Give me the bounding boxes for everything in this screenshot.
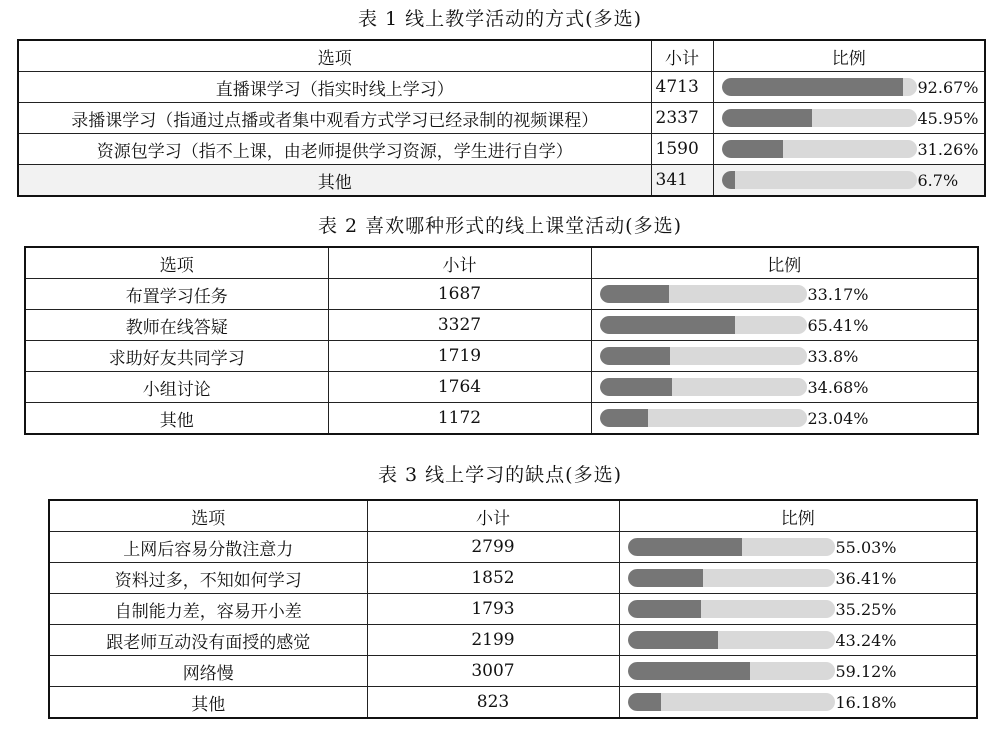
progress-bar-track: [600, 347, 807, 365]
count-cell: 2199: [367, 625, 619, 656]
option-cell: 上网后容易分散注意力: [49, 532, 367, 563]
progress-bar-track: [600, 316, 807, 334]
option-cell: 网络慢: [49, 656, 367, 687]
table-row: [49, 563, 977, 594]
progress-bar-fill: [628, 538, 742, 556]
option-cell: 教师在线答疑: [25, 310, 328, 341]
ratio-label: 35.25%: [835, 599, 897, 619]
table-row: [49, 687, 977, 719]
table2-header-row: [25, 247, 978, 279]
progress-bar-fill: [628, 600, 701, 618]
option-cell: 资源包学习（指不上课，由老师提供学习资源，学生进行自学）: [18, 134, 651, 165]
ratio-cell: [619, 687, 977, 719]
progress-bar-track: [722, 109, 917, 127]
header-ratio: 比例: [591, 247, 978, 279]
ratio-label: 31.26%: [917, 139, 979, 159]
table-row: [49, 625, 977, 656]
ratio-label: 33.8%: [807, 346, 859, 366]
ratio-cell: [713, 165, 985, 197]
progress-bar-track: [600, 409, 807, 427]
header-option: 选项: [25, 247, 328, 279]
progress-bar-fill: [722, 140, 783, 158]
ratio-label: 33.17%: [807, 284, 869, 304]
table-row: [18, 72, 985, 103]
table-row: [18, 134, 985, 165]
ratio-label: 36.41%: [835, 568, 897, 588]
progress-bar-track: [722, 78, 917, 96]
ratio-label: 65.41%: [807, 315, 869, 335]
ratio-cell: [591, 372, 978, 403]
table-row: [18, 165, 985, 197]
progress-bar-fill: [722, 171, 735, 189]
count-cell: 1172: [328, 403, 591, 435]
table1-caption: 表 1 线上教学活动的方式(多选): [358, 8, 642, 30]
header-option: 选项: [18, 40, 651, 72]
progress-bar-track: [628, 631, 835, 649]
table-row: [49, 532, 977, 563]
progress-bar-track: [628, 662, 835, 680]
count-cell: 341: [651, 165, 713, 197]
option-cell: 其他: [18, 165, 651, 197]
progress-bar-fill: [628, 631, 718, 649]
ratio-label: 45.95%: [917, 108, 979, 128]
ratio-label: 59.12%: [835, 661, 897, 681]
count-cell: 2337: [651, 103, 713, 134]
table-row: [49, 594, 977, 625]
option-cell: 直播课学习（指实时线上学习）: [18, 72, 651, 103]
progress-bar-track: [600, 285, 807, 303]
table-row: [49, 656, 977, 687]
option-cell: 其他: [49, 687, 367, 719]
table1-header-row: [18, 40, 985, 72]
progress-bar-fill: [722, 109, 812, 127]
option-cell: 自制能力差，容易开小差: [49, 594, 367, 625]
count-cell: 3327: [328, 310, 591, 341]
ratio-cell: [591, 403, 978, 435]
progress-bar-fill: [600, 409, 648, 427]
header-ratio: 比例: [619, 500, 977, 532]
progress-bar-track: [722, 140, 917, 158]
ratio-cell: [591, 310, 978, 341]
count-cell: 1687: [328, 279, 591, 310]
count-cell: 3007: [367, 656, 619, 687]
ratio-cell: [713, 72, 985, 103]
count-cell: 1719: [328, 341, 591, 372]
progress-bar-fill: [628, 569, 703, 587]
progress-bar-track: [628, 693, 835, 711]
ratio-label: 92.67%: [917, 77, 979, 97]
option-cell: 求助好友共同学习: [25, 341, 328, 372]
option-cell: 资料过多，不知如何学习: [49, 563, 367, 594]
progress-bar-track: [722, 171, 917, 189]
header-count: 小计: [367, 500, 619, 532]
table3-caption: 表 3 线上学习的缺点(多选): [378, 464, 622, 486]
table3: [48, 499, 978, 719]
header-count: 小计: [328, 247, 591, 279]
ratio-cell: [591, 279, 978, 310]
option-cell: 小组讨论: [25, 372, 328, 403]
option-cell: 布置学习任务: [25, 279, 328, 310]
header-ratio: 比例: [713, 40, 985, 72]
ratio-cell: [713, 103, 985, 134]
header-count: 小计: [651, 40, 713, 72]
ratio-label: 34.68%: [807, 377, 869, 397]
count-cell: 1764: [328, 372, 591, 403]
ratio-cell: [713, 134, 985, 165]
progress-bar-fill: [722, 78, 903, 96]
ratio-label: 23.04%: [807, 408, 869, 428]
progress-bar-track: [628, 600, 835, 618]
progress-bar-track: [628, 569, 835, 587]
option-cell: 其他: [25, 403, 328, 435]
table-row: [25, 279, 978, 310]
table-row: [25, 341, 978, 372]
progress-bar-track: [628, 538, 835, 556]
option-cell: 跟老师互动没有面授的感觉: [49, 625, 367, 656]
progress-bar-fill: [628, 662, 750, 680]
progress-bar-fill: [600, 285, 669, 303]
ratio-label: 16.18%: [835, 692, 897, 712]
progress-bar-fill: [600, 316, 735, 334]
ratio-label: 6.7%: [917, 170, 959, 190]
ratio-cell: [619, 563, 977, 594]
option-cell: 录播课学习（指通过点播或者集中观看方式学习已经录制的视频课程）: [18, 103, 651, 134]
count-cell: 1793: [367, 594, 619, 625]
header-option: 选项: [49, 500, 367, 532]
table-row: [18, 103, 985, 134]
count-cell: 2799: [367, 532, 619, 563]
progress-bar-track: [600, 378, 807, 396]
ratio-label: 43.24%: [835, 630, 897, 650]
progress-bar-fill: [628, 693, 661, 711]
count-cell: 1852: [367, 563, 619, 594]
table-row: [25, 403, 978, 435]
ratio-cell: [619, 594, 977, 625]
ratio-cell: [619, 625, 977, 656]
count-cell: 823: [367, 687, 619, 719]
progress-bar-fill: [600, 378, 672, 396]
ratio-cell: [591, 341, 978, 372]
count-cell: 1590: [651, 134, 713, 165]
table2: [24, 246, 979, 435]
table1: [17, 39, 986, 197]
table3-header-row: [49, 500, 977, 532]
count-cell: 4713: [651, 72, 713, 103]
table-row: [25, 372, 978, 403]
ratio-label: 55.03%: [835, 537, 897, 557]
ratio-cell: [619, 656, 977, 687]
progress-bar-fill: [600, 347, 670, 365]
ratio-cell: [619, 532, 977, 563]
table-row: [25, 310, 978, 341]
table2-caption: 表 2 喜欢哪种形式的线上课堂活动(多选): [318, 215, 682, 237]
